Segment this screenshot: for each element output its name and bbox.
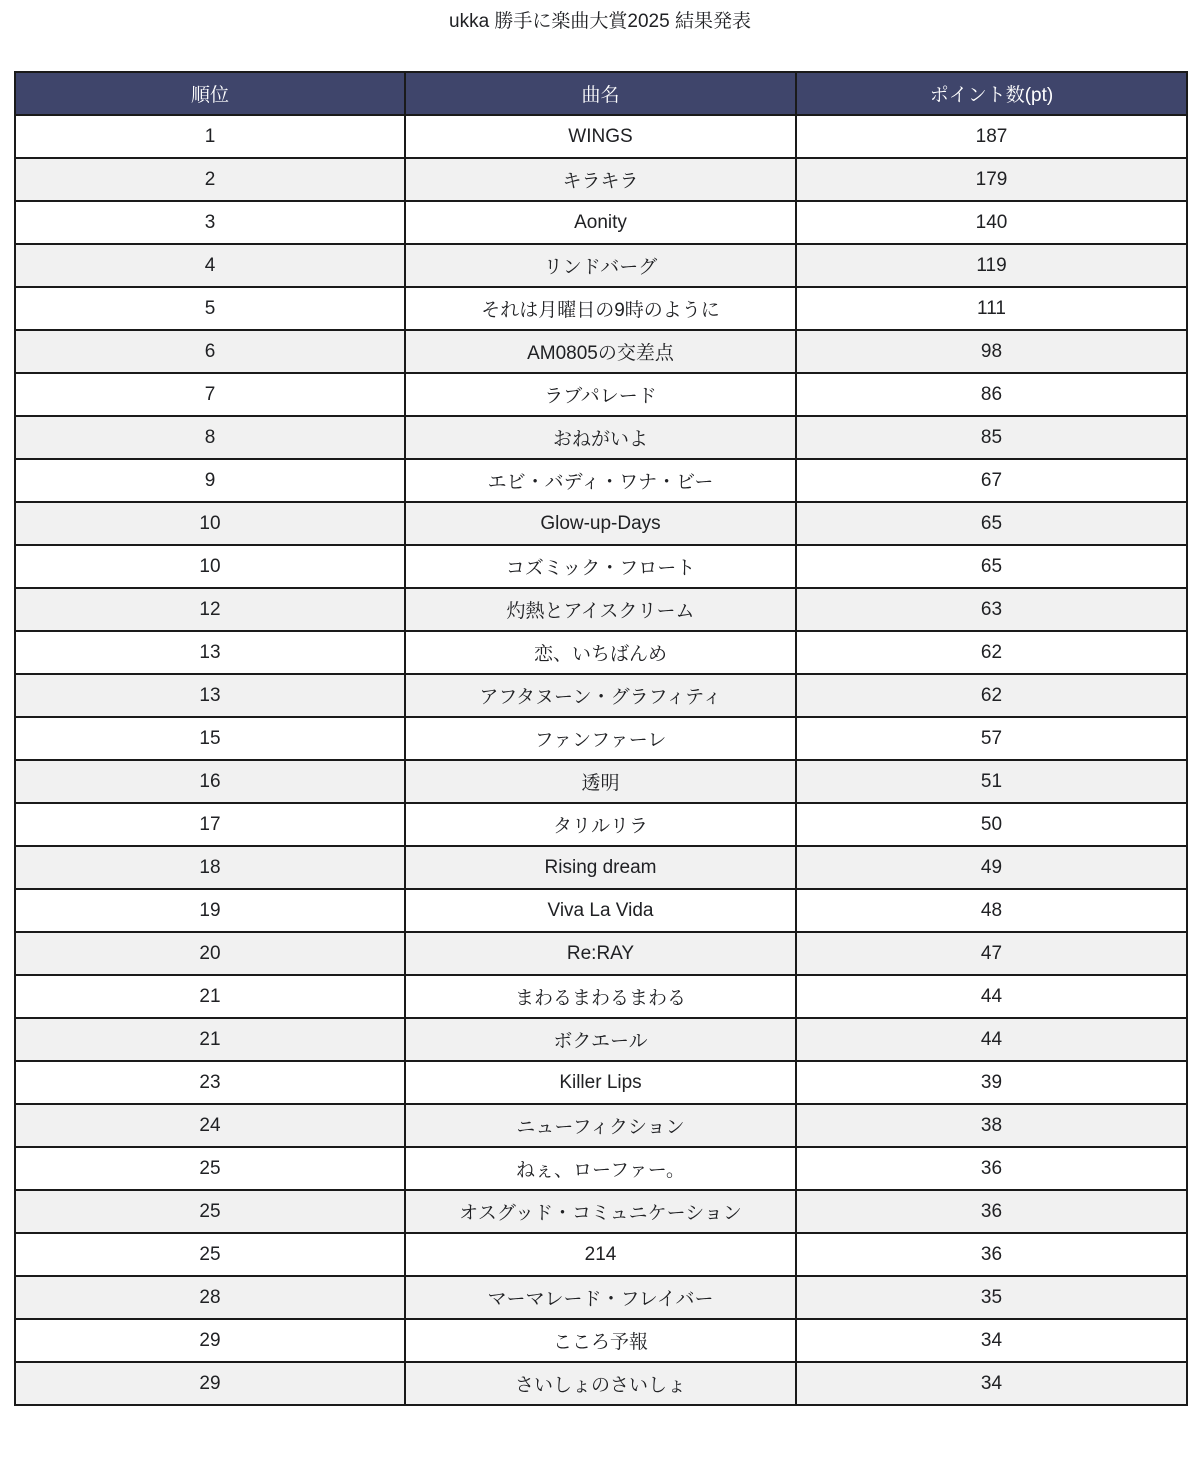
rank-cell: 19 [15, 889, 405, 932]
song-cell: コズミック・フロート [405, 545, 796, 588]
points-cell: 85 [796, 416, 1187, 459]
points-cell: 140 [796, 201, 1187, 244]
rank-cell: 21 [15, 1018, 405, 1061]
points-cell: 39 [796, 1061, 1187, 1104]
table-row [15, 502, 1187, 545]
song-cell: Rising dream [405, 846, 796, 889]
points-cell: 57 [796, 717, 1187, 760]
song-cell: WINGS [405, 115, 796, 158]
table-row [15, 1018, 1187, 1061]
points-cell: 35 [796, 1276, 1187, 1319]
points-cell: 50 [796, 803, 1187, 846]
rank-cell: 15 [15, 717, 405, 760]
table-row [15, 1319, 1187, 1362]
rank-cell: 10 [15, 502, 405, 545]
song-cell: 恋、いちばんめ [405, 631, 796, 674]
table-row [15, 158, 1187, 201]
song-cell: ニューフィクション [405, 1104, 796, 1147]
song-cell: こころ予報 [405, 1319, 796, 1362]
song-cell: Viva La Vida [405, 889, 796, 932]
points-cell: 34 [796, 1319, 1187, 1362]
song-cell: Aonity [405, 201, 796, 244]
points-cell: 179 [796, 158, 1187, 201]
rank-cell: 16 [15, 760, 405, 803]
rank-cell: 10 [15, 545, 405, 588]
header-song: 曲名 [405, 72, 796, 115]
points-cell: 65 [796, 502, 1187, 545]
page-title: ukka 勝手に楽曲大賞2025 結果発表 [449, 11, 751, 32]
table-body [15, 115, 1187, 1405]
table-row [15, 545, 1187, 588]
header-rank: 順位 [15, 72, 405, 115]
points-cell: 98 [796, 330, 1187, 373]
song-cell: Glow-up-Days [405, 502, 796, 545]
points-cell: 67 [796, 459, 1187, 502]
song-cell: タリルリラ [405, 803, 796, 846]
table-row [15, 115, 1187, 158]
song-cell: キラキラ [405, 158, 796, 201]
rank-cell: 29 [15, 1362, 405, 1405]
table-row [15, 459, 1187, 502]
song-cell: AM0805の交差点 [405, 330, 796, 373]
rank-cell: 17 [15, 803, 405, 846]
points-cell: 48 [796, 889, 1187, 932]
points-cell: 36 [796, 1190, 1187, 1233]
table-row [15, 674, 1187, 717]
song-cell: Killer Lips [405, 1061, 796, 1104]
rank-cell: 18 [15, 846, 405, 889]
song-cell: リンドバーグ [405, 244, 796, 287]
rank-cell: 13 [15, 674, 405, 717]
table-row [15, 1276, 1187, 1319]
table-row [15, 631, 1187, 674]
table-row [15, 330, 1187, 373]
points-cell: 34 [796, 1362, 1187, 1405]
table-row [15, 932, 1187, 975]
rank-cell: 25 [15, 1233, 405, 1276]
table-row [15, 287, 1187, 330]
song-cell: ラブパレード [405, 373, 796, 416]
points-cell: 44 [796, 1018, 1187, 1061]
song-cell: さいしょのさいしょ [405, 1362, 796, 1405]
points-cell: 36 [796, 1233, 1187, 1276]
table-row [15, 201, 1187, 244]
song-cell: 透明 [405, 760, 796, 803]
points-cell: 111 [796, 287, 1187, 330]
points-cell: 62 [796, 674, 1187, 717]
points-cell: 51 [796, 760, 1187, 803]
points-cell: 47 [796, 932, 1187, 975]
rank-cell: 12 [15, 588, 405, 631]
table-row [15, 244, 1187, 287]
points-cell: 44 [796, 975, 1187, 1018]
song-cell: エビ・バディ・ワナ・ビー [405, 459, 796, 502]
table-row [15, 1362, 1187, 1405]
points-cell: 65 [796, 545, 1187, 588]
points-cell: 119 [796, 244, 1187, 287]
song-cell: ファンファーレ [405, 717, 796, 760]
rank-cell: 20 [15, 932, 405, 975]
points-cell: 86 [796, 373, 1187, 416]
rank-cell: 4 [15, 244, 405, 287]
table-row [15, 373, 1187, 416]
song-cell: オスグッド・コミュニケーション [405, 1190, 796, 1233]
table-row [15, 1147, 1187, 1190]
rank-cell: 7 [15, 373, 405, 416]
song-cell: アフタヌーン・グラフィティ [405, 674, 796, 717]
song-cell: まわるまわるまわる [405, 975, 796, 1018]
rank-cell: 23 [15, 1061, 405, 1104]
rank-cell: 25 [15, 1147, 405, 1190]
points-cell: 36 [796, 1147, 1187, 1190]
points-cell: 62 [796, 631, 1187, 674]
rank-cell: 8 [15, 416, 405, 459]
rank-cell: 5 [15, 287, 405, 330]
song-cell: 灼熱とアイスクリーム [405, 588, 796, 631]
table-header-row [15, 72, 1187, 115]
points-cell: 63 [796, 588, 1187, 631]
song-cell: それは月曜日の9時のように [405, 287, 796, 330]
rank-cell: 21 [15, 975, 405, 1018]
song-cell: おねがいよ [405, 416, 796, 459]
table-row [15, 846, 1187, 889]
rank-cell: 13 [15, 631, 405, 674]
rank-cell: 1 [15, 115, 405, 158]
rank-cell: 29 [15, 1319, 405, 1362]
song-cell: ねぇ、ローファー。 [405, 1147, 796, 1190]
table-row [15, 717, 1187, 760]
points-cell: 187 [796, 115, 1187, 158]
table-row [15, 975, 1187, 1018]
rank-cell: 9 [15, 459, 405, 502]
rank-cell: 25 [15, 1190, 405, 1233]
song-cell: Re:RAY [405, 932, 796, 975]
table-row [15, 889, 1187, 932]
table-row [15, 1233, 1187, 1276]
rank-cell: 28 [15, 1276, 405, 1319]
rank-cell: 2 [15, 158, 405, 201]
table-row [15, 760, 1187, 803]
song-cell: 214 [405, 1233, 796, 1276]
points-cell: 49 [796, 846, 1187, 889]
table-row [15, 588, 1187, 631]
rank-cell: 24 [15, 1104, 405, 1147]
rank-cell: 6 [15, 330, 405, 373]
header-points: ポイント数(pt) [796, 72, 1187, 115]
table-row [15, 1061, 1187, 1104]
points-cell: 38 [796, 1104, 1187, 1147]
results-table [14, 71, 1188, 1406]
rank-cell: 3 [15, 201, 405, 244]
song-cell: マーマレード・フレイバー [405, 1276, 796, 1319]
table-row [15, 1190, 1187, 1233]
song-cell: ボクエール [405, 1018, 796, 1061]
table-row [15, 803, 1187, 846]
table-row [15, 1104, 1187, 1147]
table-row [15, 416, 1187, 459]
